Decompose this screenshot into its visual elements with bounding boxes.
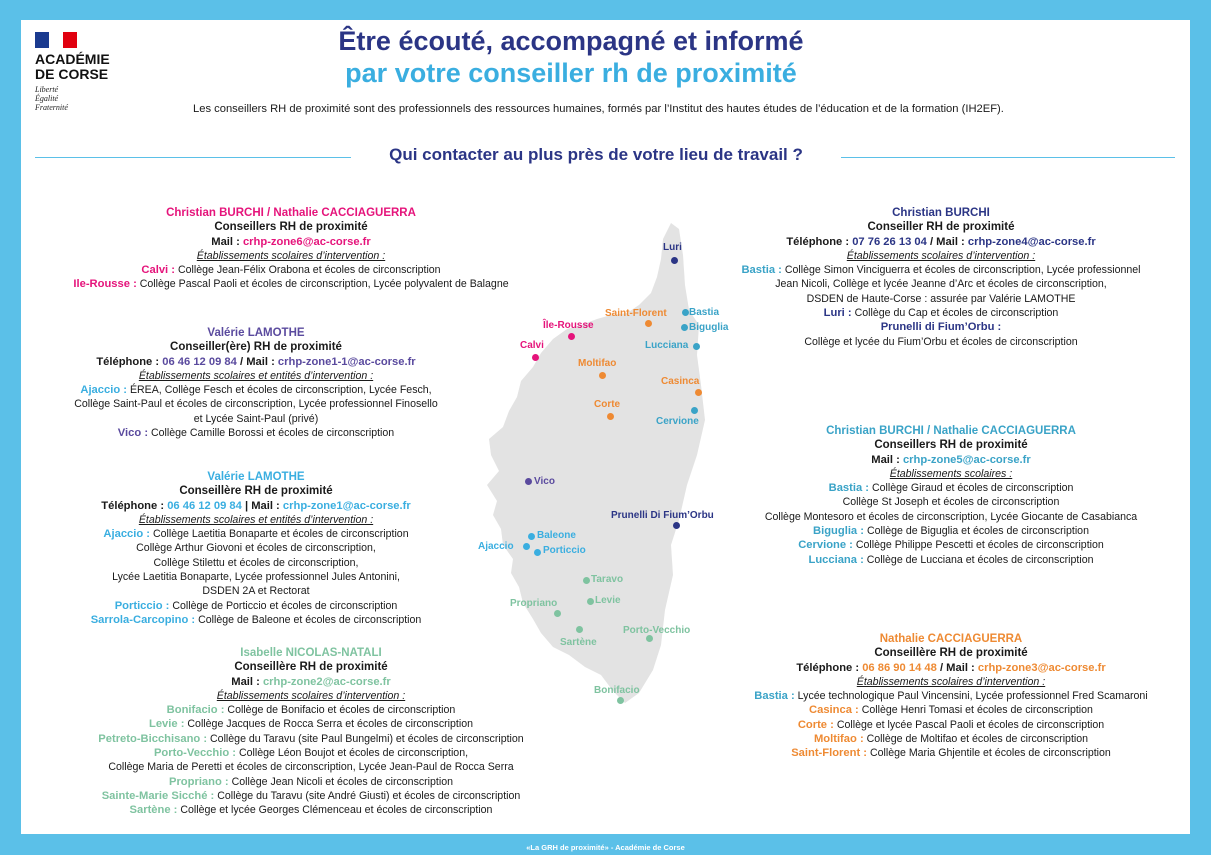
map-label-lucciana: Lucciana xyxy=(645,340,689,351)
zone2-l7: Sartène : xyxy=(129,804,178,817)
sartene-dot xyxy=(576,626,583,633)
zone2-l4: Porto-Vecchio : xyxy=(153,747,236,760)
zone5-l3: Cervione : xyxy=(798,539,853,552)
zone6-mail-label: Mail : xyxy=(211,235,240,248)
block-zone1-1 xyxy=(21,326,491,440)
zone1-1-l1: Ajaccio : xyxy=(80,384,127,397)
zone3-t2: Collège Henri Tomasi et écoles de circonscription xyxy=(861,704,1093,717)
zone4-name: Christian BURCHI xyxy=(892,207,990,219)
biguglia-dot xyxy=(681,324,688,331)
vico-dot xyxy=(525,478,532,485)
zone5-t1: Collège Giraud et écoles de circonscription xyxy=(871,482,1074,495)
zone4-t1: Collège Simon Vinciguerra et écoles de circonscription, Lycée professionnel xyxy=(784,264,1141,277)
map-label-prunelli: Prunelli Di Fium’Orbu xyxy=(611,510,714,521)
motto-2: Égalité xyxy=(35,94,59,103)
zone1-1-t2: Collège Camille Borossi et écoles de circonscription xyxy=(151,427,395,440)
zone3-l3: Corte : xyxy=(797,718,834,731)
lucciana-dot xyxy=(693,343,700,350)
zone2-t3: Collège du Taravu (site Paul Bungelmi) et écoles de circonscription xyxy=(210,732,524,745)
zone1-t1e: DSDEN 2A et Rectorat xyxy=(202,585,310,598)
zone3-role: Conseillère RH de proximité xyxy=(874,647,1028,660)
zone2-t4: Collège Léon Boujot et écoles de circonscription, xyxy=(238,747,469,760)
zone4-t1c: DSDEN de Haute-Corse : assurée par Valérie LAMOTHE xyxy=(806,292,1076,305)
map-label-porticcio: Porticcio xyxy=(543,545,586,556)
zone3-name: Nathalie CACCIAGUERRA xyxy=(879,633,1023,645)
footer-text: «La GRH de proximité» - Académie de Corse xyxy=(526,843,685,852)
zone5-name: Christian BURCHI / Nathalie CACCIAGUERRA xyxy=(826,425,1076,437)
zone1-t2: Collège de Porticcio et écoles de circonscription xyxy=(172,599,398,612)
prunelli-dot xyxy=(673,522,680,529)
zone1-tel: 06 46 12 09 84 xyxy=(167,499,242,512)
zone2-mail[interactable]: crhp-zone2@ac-corse.fr xyxy=(262,675,391,688)
zone6-t1: Collège Jean-Félix Orabona et écoles de circonscription xyxy=(177,264,441,277)
levie-dot xyxy=(587,598,594,605)
zone5-role: Conseillers RH de proximité xyxy=(874,439,1028,452)
zone3-t1: Lycée technologique Paul Vincensini, Lycée professionnel Fred Scamaroni xyxy=(797,690,1148,703)
section-title: Qui contacter au plus près de votre lieu de travail ? xyxy=(389,145,803,164)
section-divider-right xyxy=(841,157,1175,158)
map-label-cervione: Cervione xyxy=(656,416,699,427)
zone4-l2: Luri : xyxy=(823,307,852,320)
zone1-name: Valérie LAMOTHE xyxy=(207,471,305,483)
zone4-tel: 07 76 26 13 04 xyxy=(852,235,927,248)
zone5-l2: Biguglia : xyxy=(813,525,864,538)
zone3-t3: Collège et lycée Pascal Paoli et écoles de circonscription xyxy=(836,718,1105,731)
zone1-1-role: Conseiller(ère) RH de proximité xyxy=(170,341,342,354)
zone6-etab: Établissements scolaires d’intervention : xyxy=(196,249,386,262)
block-zone4 xyxy=(701,206,1181,349)
block-zone3 xyxy=(721,632,1181,761)
zone2-t6: Collège du Taravu (site André Giusti) et écoles de circonscription xyxy=(217,789,521,802)
zone1-1-mail-label: / Mail : xyxy=(239,355,275,368)
zone2-t7: Collège et lycée Georges Clémenceau et écoles de circonscription xyxy=(180,804,493,817)
zone4-etab: Établissements scolaires d’intervention : xyxy=(846,249,1036,262)
zone4-t3: Collège et lycée du Fium’Orbu et écoles de circonscription xyxy=(804,335,1078,348)
zone3-t4: Collège de Moltifao et écoles de circonscription xyxy=(866,733,1089,746)
zone1-1-tel-label: Téléphone : xyxy=(96,355,160,368)
intro-text: Les conseillers RH de proximité sont des professionnels des ressources humaines, formés par l’Institut des hautes études de l’éducation et de la formation (IH2EF). xyxy=(193,103,1004,115)
zone2-mail-label: Mail : xyxy=(231,675,260,688)
zone1-1-t1: ÉREA, Collège Fesch et écoles de circonscription, Lycée Fesch, xyxy=(129,384,432,397)
zone1-etab: Établissements scolaires et entités d’intervention : xyxy=(138,513,374,526)
casinca-dot xyxy=(695,389,702,396)
motto-3: Fraternité xyxy=(35,103,68,112)
baleone-dot xyxy=(528,533,535,540)
zone3-mail-label: / Mail : xyxy=(939,661,975,674)
zone2-l3: Petreto-Bicchisano : xyxy=(98,732,208,745)
zone6-l2: Ile-Rousse : xyxy=(73,278,137,291)
zone1-1-t1c: et Lycée Saint-Paul (privé) xyxy=(193,412,319,425)
zone4-tel-label: Téléphone : xyxy=(786,235,850,248)
title-line-1: Être écouté, accompagné et informé xyxy=(338,26,804,56)
map-label-moltifao: Moltifao xyxy=(578,358,617,369)
zone2-l1: Bonifacio : xyxy=(166,704,225,717)
zone5-mail[interactable]: crhp-zone5@ac-corse.fr xyxy=(902,453,1031,466)
zone5-mail-label: Mail : xyxy=(871,453,900,466)
zone1-t1: Collège Laetitia Bonaparte et écoles de circonscription xyxy=(153,528,409,541)
saint-florent-dot xyxy=(645,320,652,327)
map-label-sartene: Sartène xyxy=(560,637,597,648)
map-label-baleone: Baleone xyxy=(537,530,576,541)
zone6-l1: Calvi : xyxy=(141,264,175,277)
block-zone2 xyxy=(21,646,601,818)
map-label-calvi: Calvi xyxy=(520,340,544,351)
zone5-t3: Collège Philippe Pescetti et écoles de circonscription xyxy=(855,539,1104,552)
map-label-ile-rousse: Île-Rousse xyxy=(543,320,594,331)
map-label-bonifacio: Bonifacio xyxy=(594,685,640,696)
bastia-dot xyxy=(682,309,689,316)
zone3-l5: Saint-Florent : xyxy=(791,747,868,760)
logo-title-1: ACADÉMIE xyxy=(35,51,110,67)
map-label-saint-florent: Saint-Florent xyxy=(605,308,667,319)
zone6-t2: Collège Pascal Paoli et écoles de circonscription, Lycée polyvalent de Balagne xyxy=(139,278,509,291)
zone1-t1d: Lycée Laetitia Bonaparte, Lycée professionnel Jules Antonini, xyxy=(112,571,400,584)
calvi-dot xyxy=(532,354,539,361)
zone1-1-t1b: Collège Saint-Paul et écoles de circonscription, Lycée professionnel Finosello xyxy=(74,398,438,411)
zone1-l3: Sarrola-Carcopino : xyxy=(90,613,196,626)
luri-dot xyxy=(671,257,678,264)
zone5-t1c: Collège Montesoro et écoles de circonscription, Lycée Giocante de Casabianca xyxy=(764,510,1138,523)
zone2-t2: Collège Jacques de Rocca Serra et écoles de circonscription xyxy=(187,718,473,731)
zone2-l2: Levie : xyxy=(149,718,185,731)
zone1-t3: Collège de Baleone et écoles de circonscription xyxy=(198,613,422,626)
zone6-role: Conseillers RH de proximité xyxy=(214,221,368,234)
zone2-name: Isabelle NICOLAS-NATALI xyxy=(240,647,382,659)
zone5-t2: Collège de Biguglia et écoles de circonscription xyxy=(866,525,1089,538)
zone5-t4: Collège de Lucciana et écoles de circonscription xyxy=(866,553,1094,566)
map-label-porto-vecchio: Porto-Vecchio xyxy=(623,625,691,636)
zone1-l2: Porticcio : xyxy=(114,599,170,612)
zone3-l4: Moltifao : xyxy=(813,733,864,746)
zone3-tel-label: Téléphone : xyxy=(796,661,860,674)
zone3-etab: Établissements scolaires d’intervention : xyxy=(856,675,1046,688)
zone4-l3: Prunelli di Fium’Orbu : xyxy=(880,321,1002,334)
zone6-mail[interactable]: crhp-zone6@ac-corse.fr xyxy=(242,235,371,248)
cervione-dot xyxy=(691,407,698,414)
zone2-l6: Sainte-Marie Sicché : xyxy=(101,789,215,802)
zone1-t1b: Collège Arthur Giovoni et écoles de circonscription, xyxy=(136,542,376,555)
zone1-role: Conseillère RH de proximité xyxy=(179,485,333,498)
zone1-1-tel: 06 46 12 09 84 xyxy=(162,355,237,368)
zone3-l2: Casinca : xyxy=(809,704,859,717)
map-label-biguglia: Biguglia xyxy=(689,322,729,333)
zone3-mail[interactable]: crhp-zone3@ac-corse.fr xyxy=(977,661,1106,674)
zone3-t5: Collège Maria Ghjentile et écoles de circonscription xyxy=(869,747,1111,760)
zone4-t2: Collège du Cap et écoles de circonscription xyxy=(854,307,1059,320)
zone2-role: Conseillère RH de proximité xyxy=(234,661,388,674)
block-zone6 xyxy=(21,206,561,292)
zone3-tel: 06 86 90 14 48 xyxy=(862,661,937,674)
bonifacio-dot xyxy=(617,697,624,704)
map-label-casinca: Casinca xyxy=(661,376,700,387)
map-label-ajaccio: Ajaccio xyxy=(478,541,514,552)
zone1-l1: Ajaccio : xyxy=(103,528,151,541)
zone3-l1: Bastia : xyxy=(754,690,795,703)
zone4-role: Conseiller RH de proximité xyxy=(867,221,1015,234)
zone5-l4: Lucciana : xyxy=(808,553,864,566)
zone1-1-l2: Vico : xyxy=(117,427,149,440)
porto-vecchio-dot xyxy=(646,635,653,642)
zone5-t1b: Collège St Joseph et écoles de circonscription xyxy=(842,496,1060,509)
zone4-l1: Bastia : xyxy=(741,264,782,277)
zone1-t1c: Collège Stilettu et écoles de circonscription, xyxy=(153,556,359,569)
marianne-logo xyxy=(35,32,125,112)
zone1-1-etab: Établissements scolaires et entités d’intervention : xyxy=(138,369,374,382)
motto-1: Liberté xyxy=(35,85,59,94)
map-label-bastia: Bastia xyxy=(689,307,720,318)
logo-title-2: DE CORSE xyxy=(35,66,109,82)
zone5-etab: Établissements scolaires : xyxy=(889,467,1013,480)
title-line-2: par votre conseiller rh de proximité xyxy=(345,58,797,88)
zone1-1-mail[interactable]: crhp-zone1-1@ac-corse.fr xyxy=(277,355,416,368)
zone4-mail-label: / Mail : xyxy=(929,235,965,248)
zone1-1-name: Valérie LAMOTHE xyxy=(207,327,305,339)
porticcio-dot xyxy=(534,549,541,556)
zone2-t5: Collège Jean Nicoli et écoles de circonscription xyxy=(231,775,454,788)
map-label-luri: Luri xyxy=(663,242,682,253)
corte-dot xyxy=(607,413,614,420)
zone6-name: Christian BURCHI / Nathalie CACCIAGUERRA xyxy=(166,207,416,219)
block-zone1 xyxy=(21,470,491,627)
zone1-mail-label: | Mail : xyxy=(244,499,280,512)
map-label-levie: Levie xyxy=(595,595,621,606)
map-label-taravo: Taravo xyxy=(591,574,624,585)
zone5-l1: Bastia : xyxy=(828,482,870,495)
ajaccio-dot xyxy=(523,543,530,550)
section-divider-left xyxy=(35,157,351,158)
flag-icon xyxy=(35,32,77,48)
zone4-t1b: Jean Nicoli, Collège et lycée Jeanne d’Arc et écoles de circonscription, xyxy=(775,278,1107,291)
zone2-t4b: Collège Maria de Peretti et écoles de circonscription, Lycée Jean-Paul de Rocca Serra xyxy=(108,761,514,774)
map-label-propriano: Propriano xyxy=(510,598,558,609)
zone2-l5: Propriano : xyxy=(168,775,229,788)
ile-rousse-dot xyxy=(568,333,575,340)
zone4-mail[interactable]: crhp-zone4@ac-corse.fr xyxy=(967,235,1096,248)
zone1-tel-label: Téléphone : xyxy=(101,499,165,512)
poster xyxy=(21,20,1190,834)
propriano-dot xyxy=(554,610,561,617)
map-label-vico: Vico xyxy=(534,476,555,487)
zone1-mail[interactable]: crhp-zone1@ac-corse.fr xyxy=(282,499,411,512)
map-label-corte: Corte xyxy=(594,399,621,410)
zone2-etab: Établissements scolaires d’intervention : xyxy=(216,689,406,702)
taravo-dot xyxy=(583,577,590,584)
moltifao-dot xyxy=(599,372,606,379)
block-zone5 xyxy=(721,424,1181,567)
zone2-t1: Collège de Bonifacio et écoles de circonscription xyxy=(227,704,456,717)
